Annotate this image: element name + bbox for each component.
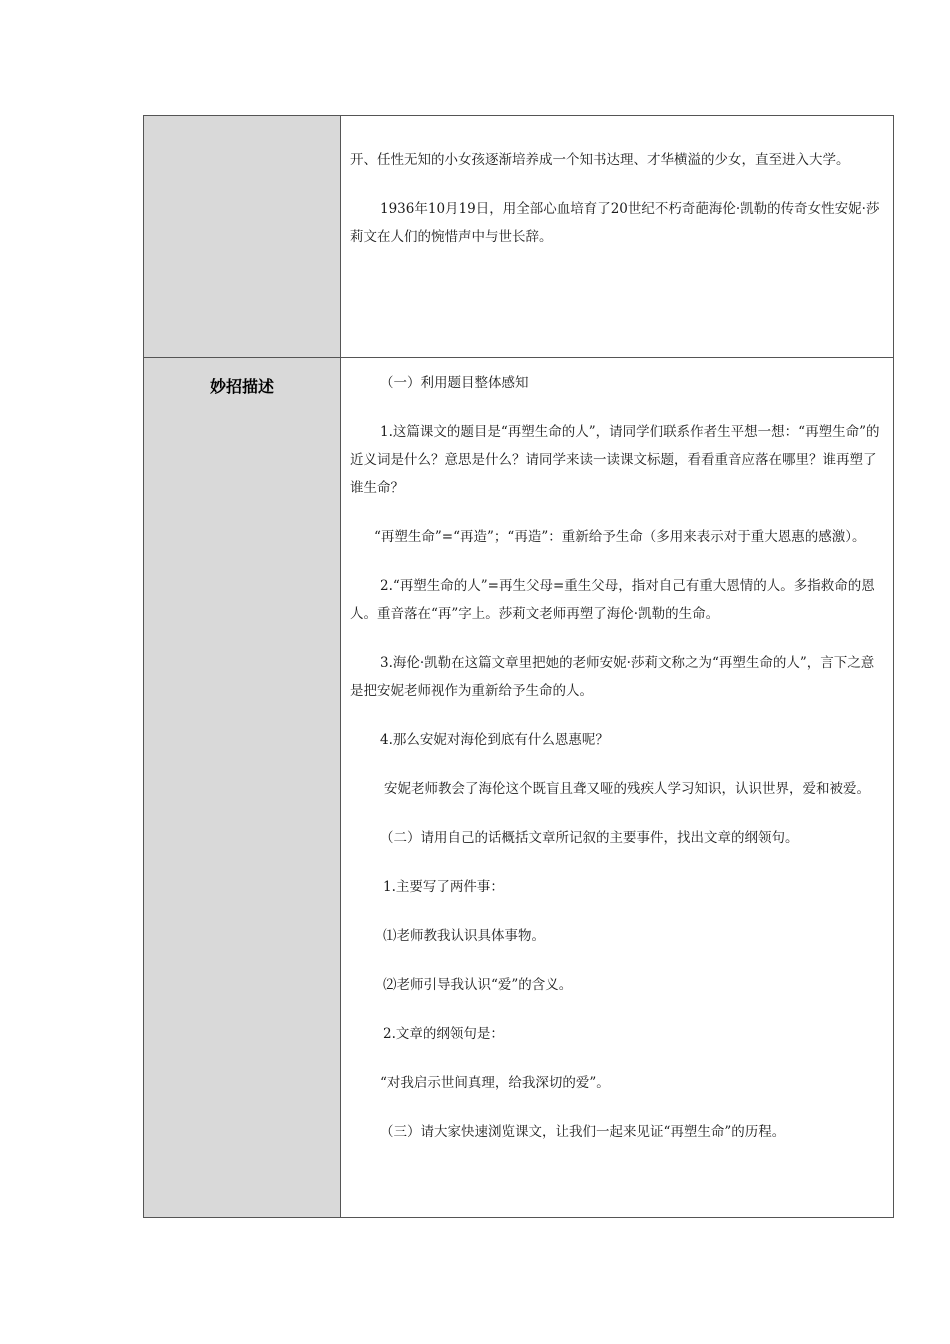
row-label-cell [144, 358, 341, 1218]
section-heading: （一）利用题目整体感知 [380, 375, 529, 391]
content-text [341, 358, 893, 1146]
paragraph: “再塑生命”=“再造”；“再造”：重新给予生命（多用来表示对于重大恩惠的感激）。 [374, 529, 866, 545]
table-row [144, 116, 894, 358]
row-label-cell [144, 116, 341, 358]
paragraph: 4.那么安妮对海伦到底有什么恩惠呢？ [380, 732, 609, 748]
paragraph: 1.主要写了两件事： [383, 879, 504, 895]
paragraph: 开、任性无知的小女孩逐渐培养成一个知书达理、才华横溢的少女，直至进入大学。 [350, 152, 850, 168]
quote: “对我启示世间真理，给我深切的爱”。 [380, 1075, 610, 1091]
lesson-table [143, 115, 894, 1218]
list-item: ⑴老师教我认识具体事物。 [383, 928, 545, 944]
row-content-cell [341, 358, 894, 1218]
list-item: ⑵老师引导我认识“爱”的含义。 [383, 977, 573, 993]
paragraph: 3.海伦·凯勒在这篇文章里把她的老师安妮·莎莉文称之为“再塑生命的人”，言下之意是把安妮老师视作为重新给予生命的人。 [350, 655, 875, 699]
paragraph: 1.这篇课文的题目是“再塑生命的人”，请同学们联系作者生平想一想：“再塑生命”的近义词是什么？意思是什么？请同学来读一读课文标题，看看重音应落在哪里？谁再塑了谁生命？ [350, 424, 880, 496]
paragraph: 1936年10月19日，用全部心血培育了20世纪不朽奇葩海伦·凯勒的传奇女性安妮·莎莉文在人们的惋惜声中与世长辞。 [350, 201, 880, 245]
paragraph: 2.文章的纲领句是： [383, 1026, 504, 1042]
content-text [341, 116, 893, 251]
paragraph: 安妮老师教会了海伦这个既盲且聋又哑的残疾人学习知识，认识世界，爱和被爱。 [384, 781, 870, 797]
row-label: 妙招描述 [209, 377, 274, 396]
table-row [144, 358, 894, 1218]
section-heading: （二）请用自己的话概括文章所记叙的主要事件，找出文章的纲领句。 [380, 830, 799, 846]
row-content-cell [341, 116, 894, 358]
paragraph: 2.“再塑生命的人”=再生父母=重生父母，指对自己有重大恩情的人。多指救命的恩人。重音落在“再”字上。莎莉文老师再塑了海伦·凯勒的生命。 [350, 578, 875, 622]
section-heading: （三）请大家快速浏览课文，让我们一起来见证“再塑生命”的历程。 [380, 1124, 786, 1140]
